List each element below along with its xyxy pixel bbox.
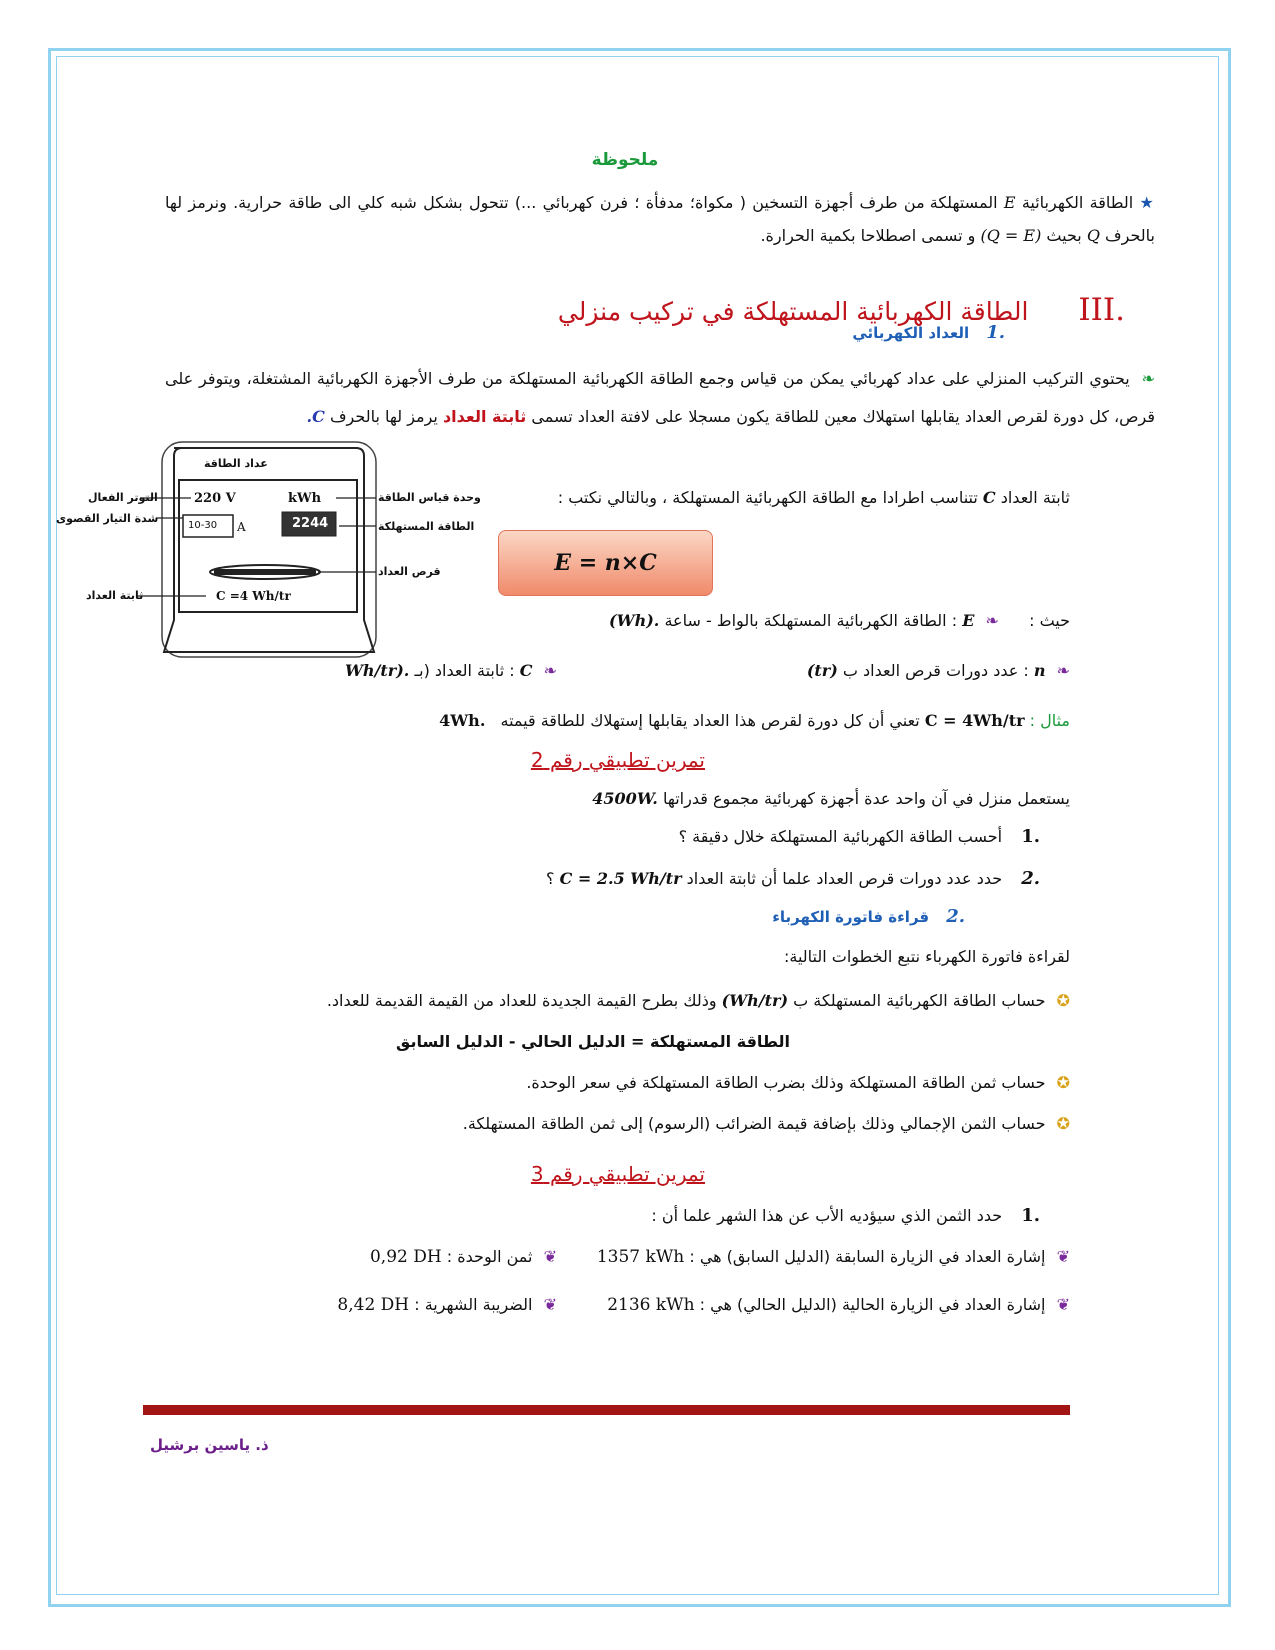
sub2-b1-text-a: حساب الطاقة الكهربائية المستهلكة ب bbox=[793, 991, 1046, 1010]
sub2-bullet-3 bbox=[463, 1113, 1070, 1135]
meter-current-unit: A bbox=[237, 520, 246, 534]
bullet-icon: ❧ bbox=[1141, 369, 1155, 388]
note-paragraph bbox=[165, 186, 1155, 252]
ex2-intro bbox=[592, 788, 1070, 810]
meter-diagram bbox=[56, 440, 486, 665]
note-var-e: E bbox=[1003, 193, 1016, 212]
def-n-unit: (tr) bbox=[806, 661, 838, 680]
def-n-var: n bbox=[1033, 661, 1046, 680]
ex2-question-2 bbox=[546, 868, 1040, 890]
label-energy: الطاقة المستهلكة bbox=[378, 520, 475, 533]
ex2-q2-text: حدد عدد دورات قرص العداد علما أن ثابتة العداد bbox=[686, 869, 1003, 888]
ex3-q1-text: حدد الثمن الذي سيؤديه الأب عن هذا الشهر علما أن : bbox=[651, 1206, 1003, 1225]
example-value: 4Wh. bbox=[439, 711, 486, 730]
proportional-line bbox=[558, 487, 1070, 509]
sub1-title: العداد الكهربائي bbox=[852, 324, 970, 342]
sub2-number: 2. bbox=[946, 906, 965, 927]
bullet-star-icon: ✪ bbox=[1056, 1073, 1070, 1092]
formula-text: E = n×C bbox=[554, 550, 657, 576]
def-e-line bbox=[609, 610, 1070, 632]
sub2-title: قراءة فاتورة الكهرباء bbox=[772, 908, 930, 926]
exercise-3-title: تمرين تطبيقي رقم 3 bbox=[530, 1162, 705, 1186]
ex3-i1-text: إشارة العداد في الزيارة السابقة (الدليل السابق) هي : bbox=[689, 1247, 1046, 1266]
star-icon: ★ bbox=[1139, 193, 1156, 212]
ex3-i4-text: الضريبة الشهرية : bbox=[414, 1295, 533, 1314]
leaf-bullet-icon: ❦ bbox=[543, 1247, 557, 1266]
leaf-bullet-icon: ❦ bbox=[1056, 1295, 1070, 1314]
footer-author: ذ. ياسين برشيل bbox=[150, 1436, 269, 1454]
sub1-number: 1. bbox=[986, 322, 1005, 343]
meter-constant: C =4 Wh/tr bbox=[216, 589, 291, 603]
ex2-q2-number: 2. bbox=[1021, 868, 1040, 889]
ex3-i1-value: 1357 kWh bbox=[596, 1247, 685, 1267]
def-c-text: : ثابتة العداد (بـ bbox=[414, 661, 515, 680]
example-line bbox=[439, 710, 1070, 732]
ex3-q1-number: 1. bbox=[1021, 1205, 1040, 1226]
note-text-d: و تسمى اصطلاحا بكمية الحرارة. bbox=[760, 226, 976, 245]
label-disc: قرص العداد bbox=[378, 565, 441, 578]
ex3-i2-value: 0,92 DH bbox=[369, 1247, 442, 1267]
note-text-b: المستهلكة من طرف أجهزة التسخين ( مكواة؛ مدفأة ؛ فرن كهربائي ...) تتحول بشكل شبه كلي الى طاقة حرارية. ونرمز لها بالحرف bbox=[165, 193, 1155, 245]
sub1-heading bbox=[852, 322, 1005, 343]
ex3-item-unit-price bbox=[370, 1246, 557, 1268]
section-heading bbox=[405, 292, 1125, 328]
def-n-text: : عدد دورات قرص العداد ب bbox=[842, 661, 1029, 680]
section-title: الطاقة الكهربائية المستهلكة في تركيب منزلي bbox=[557, 297, 1029, 326]
var-c: C. bbox=[306, 407, 325, 426]
label-constant: ثابتة العداد bbox=[86, 589, 144, 602]
sub2-heading bbox=[772, 906, 965, 927]
label-unit: وحدة قياس الطاقة bbox=[378, 491, 481, 504]
ex2-intro-text: يستعمل منزل في آن واحد عدة أجهزة كهربائية مجموع قدراتها bbox=[662, 789, 1070, 808]
meter-constant-term: ثابتة العداد bbox=[442, 407, 527, 426]
ex3-item-previous bbox=[597, 1246, 1070, 1268]
bullet-icon: ❧ bbox=[543, 661, 557, 680]
ex2-power: 4500W. bbox=[592, 789, 658, 808]
ex2-q1-number: 1. bbox=[1021, 826, 1040, 847]
meter-current: 10-30 bbox=[188, 520, 218, 531]
sub2-b1-text-b: وذلك بطرح القيمة الجديدة للعداد من القيمة القديمة للعداد. bbox=[326, 991, 717, 1010]
ex2-question-1 bbox=[679, 826, 1040, 848]
page-border-inner bbox=[56, 56, 1219, 1595]
section-number: III. bbox=[1078, 292, 1125, 328]
formula-box bbox=[498, 530, 713, 596]
sub2-b1-unit: (Wh/tr) bbox=[721, 991, 789, 1010]
meter-drawing bbox=[56, 440, 486, 665]
ex3-item-current bbox=[607, 1294, 1070, 1316]
meter-voltage: 220 V bbox=[194, 491, 236, 506]
sub2-intro: لقراءة فاتورة الكهرباء نتبع الخطوات التالية: bbox=[783, 947, 1070, 966]
sub2-b3-text: حساب الثمن الإجمالي وذلك بإضافة قيمة الضرائب (الرسوم) إلى ثمن الطاقة المستهلكة. bbox=[462, 1114, 1046, 1133]
leaf-bullet-icon: ❦ bbox=[543, 1295, 557, 1314]
ex3-i4-value: 8,42 DH bbox=[337, 1295, 410, 1315]
note-title: ملحوظة bbox=[591, 150, 659, 170]
example-text: تعني أن كل دورة لقرص هذا العداد يقابلها إستهلاك للطاقة قيمته bbox=[500, 711, 920, 730]
ex2-q2-equation: C = 2.5 Wh/tr bbox=[559, 869, 682, 888]
proportional-var-c: C bbox=[982, 488, 996, 507]
ex3-i2-text: ثمن الوحدة : bbox=[446, 1247, 533, 1266]
sub1-paragraph bbox=[165, 360, 1155, 436]
ex3-question-1 bbox=[651, 1205, 1040, 1227]
note-text-a: الطاقة الكهربائية bbox=[1021, 193, 1134, 212]
meter-unit: kWh bbox=[288, 491, 322, 506]
def-n-line bbox=[807, 660, 1070, 682]
ex3-i3-value: 2136 kWh bbox=[607, 1295, 695, 1315]
def-e-unit: (Wh). bbox=[609, 611, 660, 630]
bullet-star-icon: ✪ bbox=[1056, 991, 1070, 1010]
leaf-bullet-icon: ❦ bbox=[1056, 1247, 1070, 1266]
proportional-text-b: تتناسب اطرادا مع الطاقة الكهربائية المستهلكة ، وبالتالي نكتب : bbox=[557, 488, 978, 507]
def-e-text: : الطاقة الكهربائية المستهلكة بالواط - ساعة bbox=[664, 611, 958, 630]
sub1-text-end: يرمز لها بالحرف bbox=[329, 407, 438, 426]
proportional-text-a: ثابتة العداد bbox=[1000, 488, 1070, 507]
meter-title: عداد الطاقة bbox=[204, 457, 268, 470]
def-c-unit: Wh/tr). bbox=[344, 661, 410, 680]
note-text-c: بحيث bbox=[1046, 226, 1082, 245]
ex3-i3-text: إشارة العداد في الزيارة الحالية (الدليل الحالي) هي : bbox=[699, 1295, 1046, 1314]
bullet-star-icon: ✪ bbox=[1056, 1114, 1070, 1133]
ex2-q2-end: ؟ bbox=[546, 869, 555, 888]
ex2-q1-text: أحسب الطاقة الكهربائية المستهلكة خلال دقيقة ؟ bbox=[678, 827, 1003, 846]
note-var-q: Q bbox=[1086, 226, 1100, 245]
sub2-bullet-2 bbox=[526, 1072, 1070, 1094]
sub2-b2-text: حساب ثمن الطاقة المستهلكة وذلك بضرب الطاقة المستهلكة في سعر الوحدة. bbox=[526, 1073, 1046, 1092]
bullet-icon: ❧ bbox=[985, 611, 999, 630]
label-voltage: التوتر الفعال bbox=[88, 491, 158, 504]
bullet-icon: ❧ bbox=[1056, 661, 1070, 680]
example-label: مثال : bbox=[1029, 711, 1070, 730]
ex3-item-tax bbox=[337, 1294, 557, 1316]
def-e-var: E bbox=[962, 611, 975, 630]
label-max-current: شدة التيار القصوى bbox=[56, 512, 159, 525]
meter-reading: 2244 bbox=[292, 516, 329, 531]
sub1-text: يحتوي التركيب المنزلي على عداد كهربائي يمكن من قياس وجمع الطاقة الكهربائية المستهلكة من طرف الأجهزة الكهربائية المشتغلة، ويتوفر على قرص، كل دورة لقرص العداد يقابلها استهلاك معين للطاقة يكون مسجلا على لافتة العداد تسمى bbox=[165, 369, 1155, 426]
sub2-bullet-1 bbox=[327, 990, 1070, 1012]
exercise-2-title: تمرين تطبيقي رقم 2 bbox=[530, 748, 705, 772]
where-label: حيث : bbox=[1029, 611, 1070, 630]
example-equation: C = 4Wh/tr bbox=[924, 711, 1025, 730]
note-equation: (Q = E) bbox=[980, 226, 1042, 245]
footer-bar bbox=[143, 1405, 1070, 1415]
invoice-formula: الطاقة المستهلكة = الدليل الحالي - الدليل السابق bbox=[396, 1032, 790, 1051]
def-c-var: C bbox=[519, 661, 533, 680]
